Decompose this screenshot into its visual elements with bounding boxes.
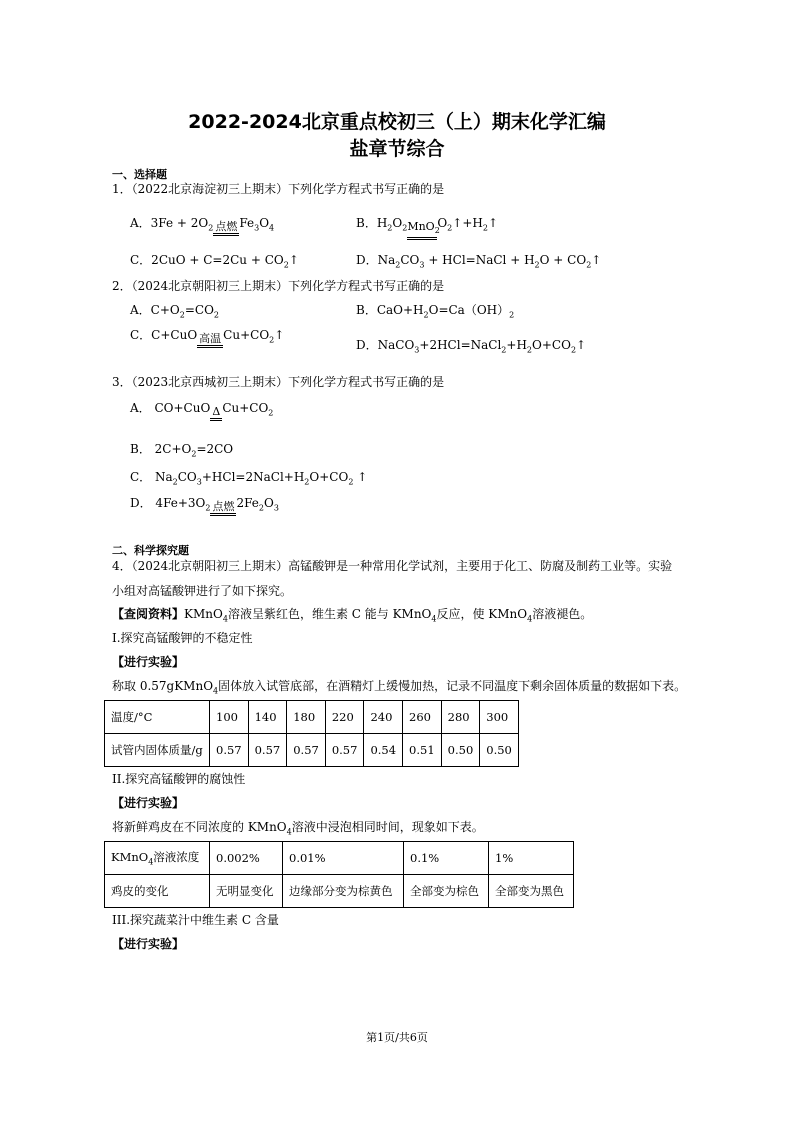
q2-option-a: A．$C+O_2=CO_2$ xyxy=(130,303,220,320)
table-cell: 无明显变化 xyxy=(210,875,283,908)
table-row xyxy=(105,842,574,875)
table-row xyxy=(105,875,574,908)
table-cell: 0.50 xyxy=(441,734,480,767)
table-cell: 140 xyxy=(248,701,287,734)
question-4-stem-line2: 小组对高锰酸钾进行了如下探究。 xyxy=(112,584,293,598)
table-cell: 0.54 xyxy=(364,734,403,767)
table-cell: 0.57 xyxy=(210,734,249,767)
table-row xyxy=(105,701,519,734)
page-subtitle: 盐章节综合 xyxy=(349,138,445,160)
q3-option-c: C． $Na_2CO_3+HCl=2NaCl+H_2O+CO_2$ ↑ xyxy=(130,470,368,487)
question-3-stem: 3．（2023北京西城初三上期末）下列化学方程式书写正确的是 xyxy=(112,375,445,389)
table-cell: 280 xyxy=(441,701,480,734)
page-title: 2022-2024北京重点校初三（上）期末化学汇编 xyxy=(188,111,606,133)
part-1-heading: I.探究高锰酸钾的不稳定性 xyxy=(112,631,253,645)
table-cell: 全部变为棕色 xyxy=(404,875,489,908)
table-cell: 100 xyxy=(210,701,249,734)
q1-option-b: B．$H_2O_2$ MnO$_2$ $O_2↑+H_2↑$ xyxy=(356,214,498,240)
q3-option-a: A． CO+CuO Δ $Cu+CO_2$ xyxy=(130,399,273,421)
table-cell: 0.57 xyxy=(287,734,326,767)
question-4-stem-line1: 4．（2024北京朝阳初三上期末）高锰酸钾是一种常用化学试剂，主要用于化工、防腐及制药工业等。实验 xyxy=(112,559,673,573)
table-row-header: KMnO$_4$溶液浓度 xyxy=(105,842,210,875)
table-cell: 0.50 xyxy=(480,734,519,767)
part-2-heading: II.探究高锰酸钾的腐蚀性 xyxy=(112,772,246,786)
table-row-header: 试管内固体质量/g xyxy=(105,734,210,767)
q1-option-c: C．$2CuO + C=2Cu + CO_2↑$ xyxy=(130,253,299,270)
temperature-mass-table xyxy=(104,700,519,767)
section-heading-choice: 一、选择题 xyxy=(112,168,167,181)
table-cell: 全部变为黑色 xyxy=(489,875,574,908)
experiment-1-label: 【进行实验】 xyxy=(112,655,185,669)
table-cell: 220 xyxy=(325,701,364,734)
q1-option-d: D．$Na_2CO_3$ + HCl=NaCl + $H_2O$ + $CO_2↑$ xyxy=(356,253,602,270)
experiment-2-description: 将新鲜鸡皮在不同浓度的 KMnO$_4$溶液中浸泡相同时间，现象如下表。 xyxy=(112,820,484,837)
q1-option-a: A．$3Fe + 2O_2$ 点燃 $Fe_3O_4$ xyxy=(130,214,274,236)
table-cell: 0.57 xyxy=(325,734,364,767)
section-heading-inquiry: 二、科学探究题 xyxy=(112,544,189,557)
table-cell: 260 xyxy=(403,701,442,734)
reference-info: 【查阅资料】KMnO$_4$溶液呈紫红色，维生素 C 能与 KMnO$_4$反应，使 KMnO$_4$溶液褪色。 xyxy=(112,607,593,624)
q3-option-b: B． $2C+O_2=2CO$ xyxy=(130,442,234,459)
experiment-1-description: 称取 0.57gKMnO$_4$固体放入试管底部，在酒精灯上缓慢加热，记录不同温度下剩余固体质量的数据如下表。 xyxy=(112,679,687,696)
experiment-2-label: 【进行实验】 xyxy=(112,796,185,810)
part-3-heading: III.探究蔬菜汁中维生素 C 含量 xyxy=(112,913,279,927)
table-cell: 0.57 xyxy=(248,734,287,767)
table-cell: 0.1% xyxy=(404,842,489,875)
table-row-header: 鸡皮的变化 xyxy=(105,875,210,908)
table-cell: 0.01% xyxy=(283,842,404,875)
table-cell: 0.51 xyxy=(403,734,442,767)
experiment-3-label: 【进行实验】 xyxy=(112,937,185,951)
q3-option-d: D． $4Fe+3O_2$ 点燃 $2Fe_2O_3$ xyxy=(130,494,279,516)
table-cell: 240 xyxy=(364,701,403,734)
table-cell: 0.002% xyxy=(210,842,283,875)
question-2-stem: 2．（2024北京朝阳初三上期末）下列化学方程式书写正确的是 xyxy=(112,279,445,293)
table-cell: 1% xyxy=(489,842,574,875)
table-cell: 边缘部分变为棕黄色 xyxy=(283,875,404,908)
q2-option-d: D．$NaCO_3+2HCl=NaCl_2+H_2O+CO_2↑$ xyxy=(356,338,587,355)
page-number: 第1页/共6页 xyxy=(366,1031,428,1044)
table-row-header: 温度/°C xyxy=(105,701,210,734)
table-cell: 180 xyxy=(287,701,326,734)
question-1-stem: 1．（2022北京海淀初三上期末）下列化学方程式书写正确的是 xyxy=(112,182,445,196)
q2-option-b: B．$CaO+H_2O=Ca(OH)_2$ xyxy=(356,303,515,320)
concentration-effect-table xyxy=(104,841,574,908)
q2-option-c: C．C+CuO 高温 $Cu+CO_2↑$ xyxy=(130,326,284,348)
table-row xyxy=(105,734,519,767)
table-cell: 300 xyxy=(480,701,519,734)
